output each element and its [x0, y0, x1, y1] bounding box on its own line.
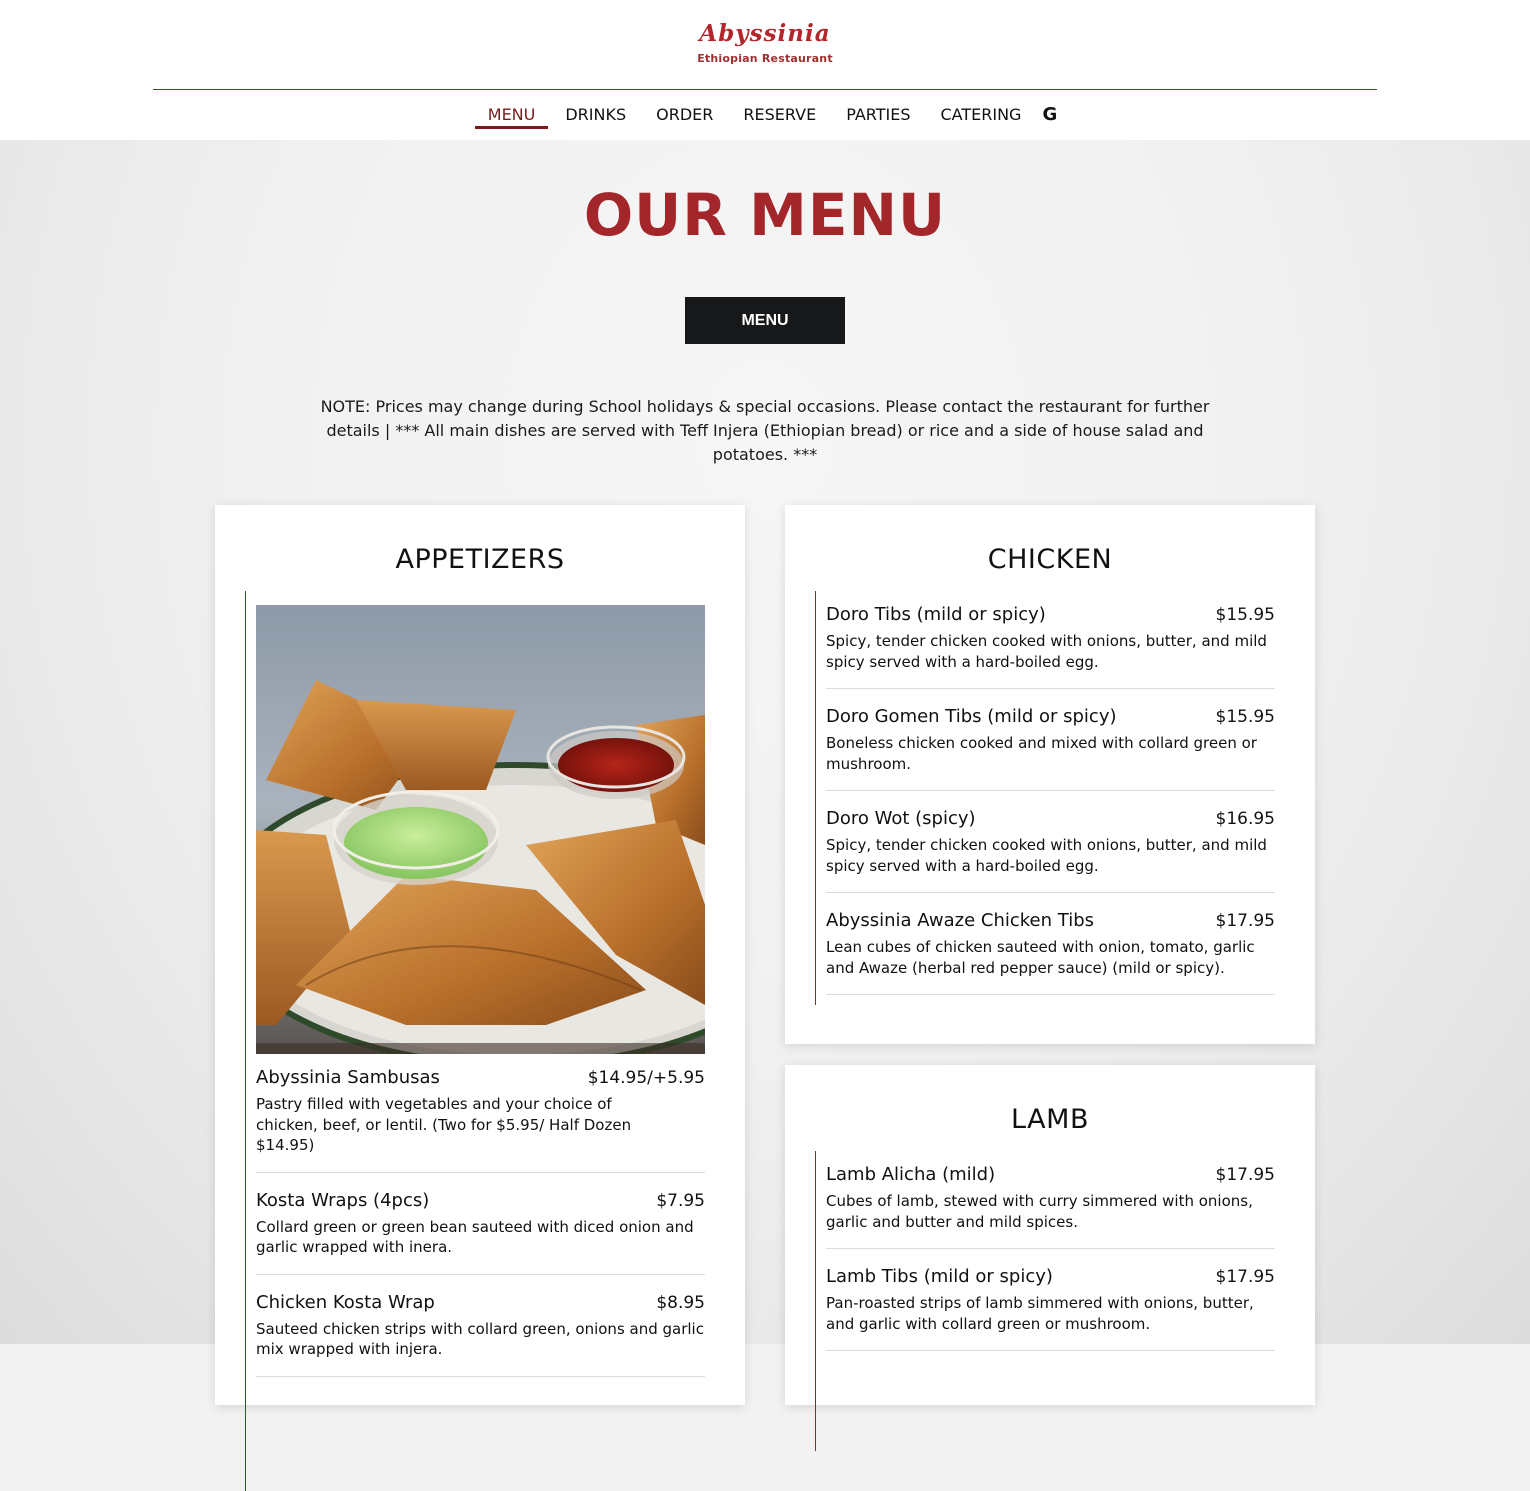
item-description: Sauteed chicken strips with collard green, onions and garlic mix wrapped with injera.: [256, 1319, 704, 1358]
main-nav: [0, 103, 1530, 133]
menu-item[interactable]: [256, 1291, 705, 1377]
item-price: $7.95: [656, 1190, 705, 1211]
page-title: OUR MENU: [583, 181, 947, 249]
item-name: Lamb Alicha (mild): [826, 1164, 996, 1185]
appetizers-card: [215, 505, 745, 1405]
site-header: [0, 0, 1530, 140]
item-price: $17.95: [1215, 1267, 1275, 1287]
item-description: Pastry filled with vegetables and your choice of chicken, beef, or lentil. (Two for $5.95/ Half Dozen $14.95): [256, 1095, 632, 1154]
nav-item-catering[interactable]: CATERING: [940, 105, 1022, 124]
nav-item-order[interactable]: ORDER: [656, 105, 714, 124]
item-description: Cubes of lamb, stewed with curry simmered with onions, garlic and butter and mild spices.: [826, 1192, 1253, 1231]
item-price: $14.95/+5.95: [587, 1068, 705, 1088]
item-price: $15.95: [1215, 707, 1275, 727]
chicken-title: CHICKEN: [987, 544, 1113, 575]
item-description: Spicy, tender chicken cooked with onions, butter, and mild spicy served with a hard-boiled egg.: [826, 836, 1267, 875]
item-price: $17.95: [1215, 1165, 1275, 1185]
appetizers-title: APPETIZERS: [395, 544, 565, 575]
nav-item-parties[interactable]: PARTIES: [846, 105, 911, 124]
item-name: Abyssinia Sambusas: [256, 1067, 440, 1088]
lamb-items: [816, 1151, 1275, 1351]
chicken-list: [815, 591, 1275, 1005]
menu-item[interactable]: [826, 1163, 1275, 1249]
menu-item[interactable]: [826, 909, 1275, 995]
item-name: Abyssinia Awaze Chicken Tibs: [826, 910, 1094, 931]
nav-item-drinks[interactable]: DRINKS: [565, 105, 627, 124]
item-description: Boneless chicken cooked and mixed with collard green or mushroom.: [826, 734, 1257, 773]
menu-item[interactable]: [826, 705, 1275, 791]
google-icon[interactable]: G: [1042, 104, 1058, 125]
item-description: Collard green or green bean sauteed with diced onion and garlic wrapped with inera.: [256, 1217, 694, 1256]
item-description: Spicy, tender chicken cooked with onions, butter, and mild spicy served with a hard-boiled egg.: [826, 632, 1267, 671]
item-name: Kosta Wraps (4pcs): [256, 1189, 430, 1211]
item-name: Doro Tibs (mild or spicy): [826, 604, 1046, 625]
logo-name: Abyssinia: [699, 20, 831, 47]
item-price: $16.95: [1215, 809, 1275, 829]
lamb-list: [815, 1151, 1275, 1451]
logo-tagline: Ethiopian Restaurant: [697, 52, 833, 65]
nav-item-reserve[interactable]: RESERVE: [743, 105, 817, 124]
item-description: Lean cubes of chicken sauteed with onion, tomato, garlic and Awaze (herbal red pepper sauce) (mild or spicy).: [826, 938, 1255, 977]
appetizers-list: [245, 591, 705, 1491]
item-name: Chicken Kosta Wrap: [256, 1291, 435, 1313]
appetizers-items: [246, 1066, 705, 1377]
menu-item[interactable]: [256, 1066, 705, 1173]
menu-item[interactable]: [826, 603, 1275, 689]
lamb-title: LAMB: [1011, 1104, 1089, 1135]
lamb-card: [785, 1065, 1315, 1405]
header-divider: [153, 89, 1377, 90]
item-price: $8.95: [656, 1292, 705, 1313]
logo[interactable]: [0, 20, 1530, 66]
menu-item[interactable]: [826, 807, 1275, 893]
item-price: $17.95: [1215, 911, 1275, 931]
item-name: Lamb Tibs (mild or spicy): [826, 1266, 1053, 1287]
menu-item[interactable]: [256, 1189, 705, 1275]
chicken-card: [785, 505, 1315, 1044]
item-name: Doro Gomen Tibs (mild or spicy): [826, 706, 1117, 727]
item-name: Doro Wot (spicy): [826, 808, 976, 829]
menu-button[interactable]: MENU: [685, 297, 845, 344]
item-description: Pan-roasted strips of lamb simmered with onions, butter, and garlic with collard green or mushroom.: [826, 1294, 1254, 1333]
item-price: $15.95: [1215, 605, 1275, 625]
nav-item-menu[interactable]: MENU: [480, 103, 544, 127]
chicken-items: [816, 591, 1275, 995]
sambusa-photo: [256, 605, 705, 1054]
menu-note: NOTE: Prices may change during School holidays & special occasions. Please contact the restaurant for further details | *** All main dishes are served with Teff Injera (Ethiopian bread) or rice and a side of house salad and potatoes. ***: [320, 397, 1210, 464]
menu-item[interactable]: [826, 1265, 1275, 1351]
